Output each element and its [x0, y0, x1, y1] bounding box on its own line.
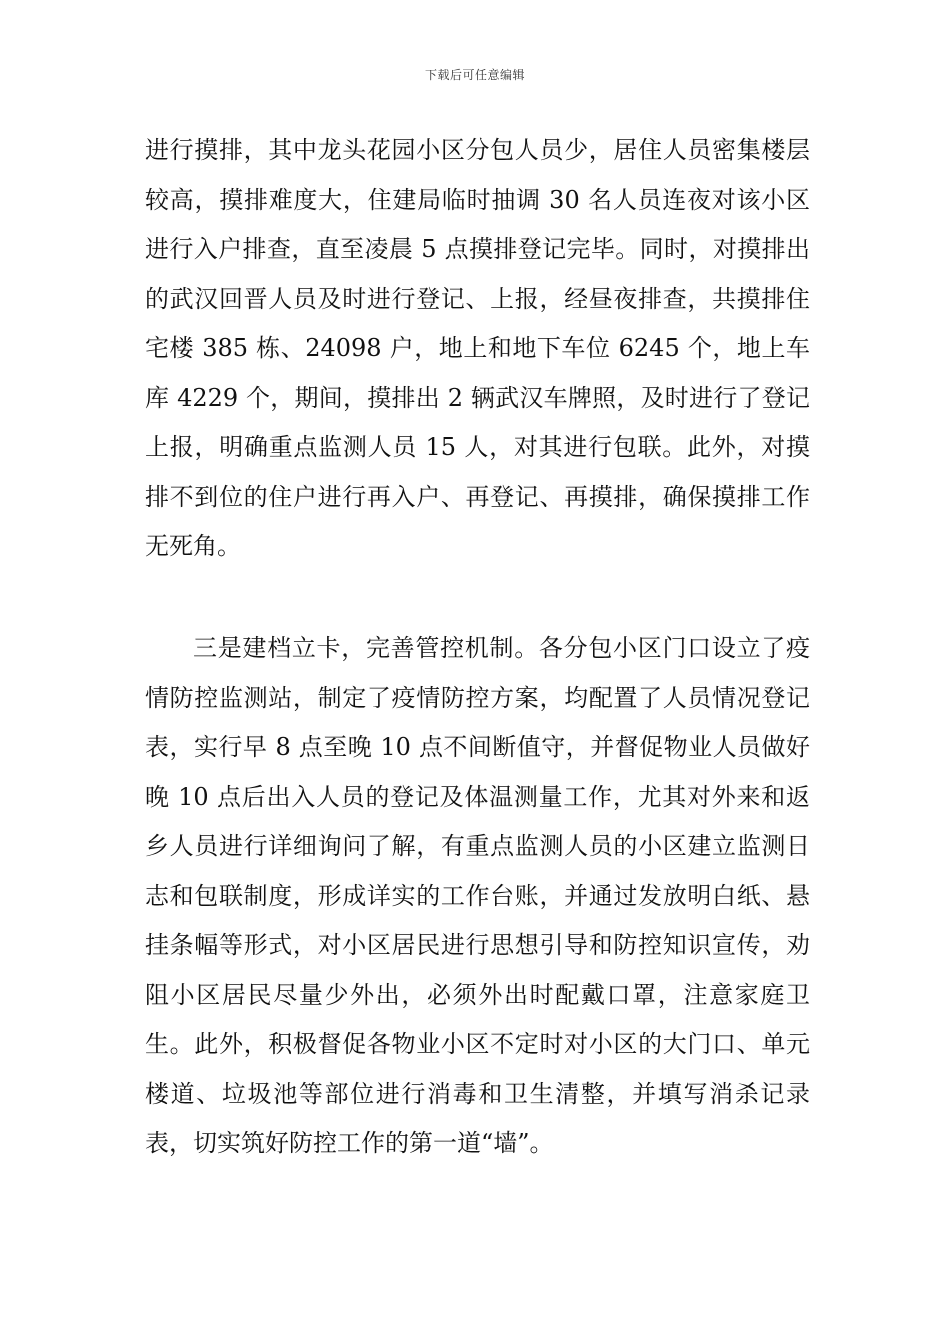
- body-paragraph: 进行摸排，其中龙头花园小区分包人员少，居住人员密集楼层较高，摸排难度大，住建局临时抽调 30 名人员连夜对该小区进行入户排查，直至凌晨 5 点摸排登记完毕。同时，对摸排出的武汉回晋人员及时进行登记、上报，经昼夜排查，共摸排住宅楼 385 栋、24098 户，地上和地下车位 6245 个，地上车库 4229 个，期间，摸排出 2 辆武汉车牌照，及时进行了登记上报，明确重点监测人员 15 人，对其进行包联。此外，对摸排不到位的住户进行再入户、再登记、再摸排，确保摸排工作无死角。: [145, 136, 810, 560]
- page-header-note: 下载后可任意编辑: [424, 68, 525, 82]
- body-paragraph: 三是建档立卡，完善管控机制。各分包小区门口设立了疫情防控监测站，制定了疫情防控方案，均配置了人员情况登记表，实行早 8 点至晚 10 点不间断值守，并督促物业人员做好晚 10 点后出入人员的登记及体温测量工作，尤其对外来和返乡人员进行详细询问了解，有重点监测人员的小区建立监测日志和包联制度，形成详实的工作台账，并通过发放明白纸、悬挂条幅等形式，对小区居民进行思想引导和防控知识宣传，劝阻小区居民尽量少外出，必须外出时配戴口罩，注意家庭卫生。此外，积极督促各物业小区不定时对小区的大门口、单元楼道、垃圾池等部位进行消毒和卫生清整，并填写消杀记录表，切实筑好防控工作的第一道“墙”。: [145, 634, 810, 1157]
